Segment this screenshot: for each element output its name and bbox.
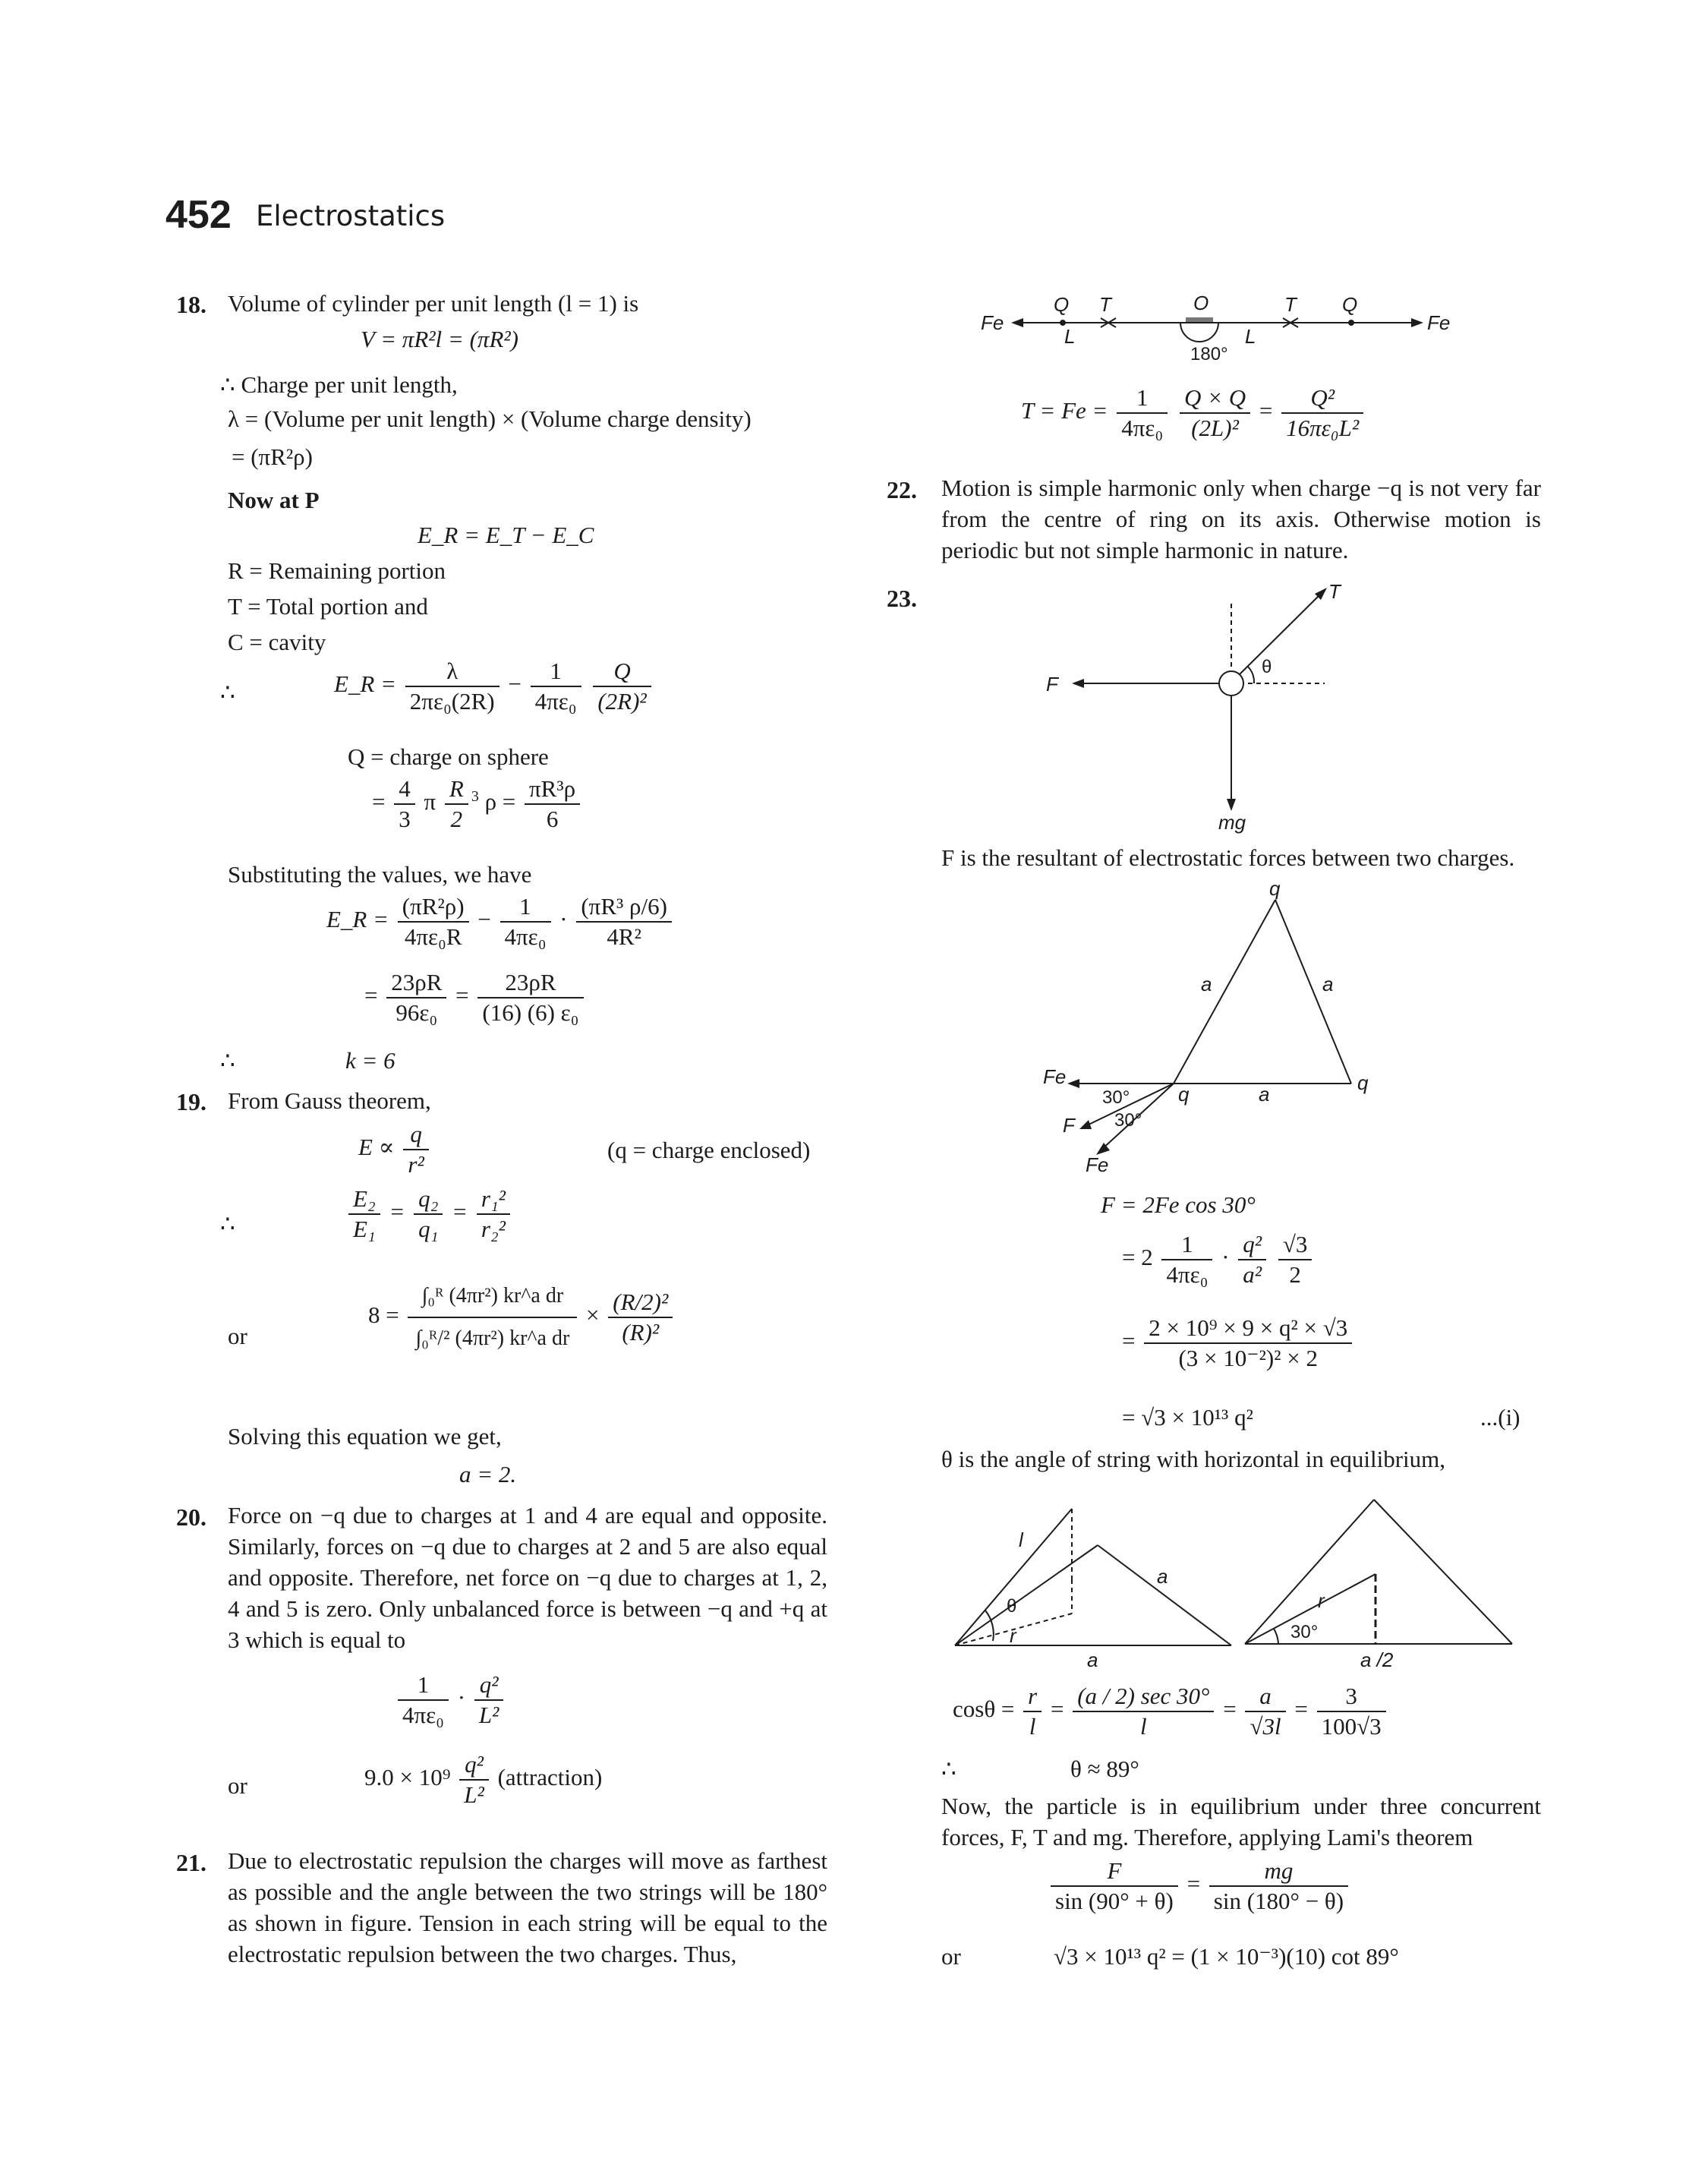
- fraction: $\frac{F}{\sin (90^\circ + \theta)}$: [1051, 1856, 1178, 1916]
- fraction: $\frac{\text{q²}}{\text{L²}}$: [459, 1750, 489, 1809]
- fraction: $\frac{√3}{2}$: [1278, 1230, 1313, 1289]
- question-number-18: 18.: [176, 291, 206, 318]
- label-r: r: [1318, 1589, 1325, 1612]
- triangle-right: [1098, 1545, 1231, 1645]
- q23-final-eq: √3 × 10¹³ q² = (1 × 10⁻³)(10) cot 89°: [1054, 1943, 1399, 1970]
- q19-ratio: $\frac{\text{E₂}}{\text{E₁}}$ = $\frac{\text{q₂}}{\text{q₁}}$ = $\frac{\text{r₁²}}{\text{r₂²}}$: [345, 1185, 513, 1244]
- q23-f-eq2: = 2 $\frac{1}{\text{4πε₀}}$ · $\frac{\text{q²}}{\text{a²}}$ $\frac{√3}{2}$: [1122, 1230, 1315, 1289]
- fraction: $\frac{1}{\text{4πε₀}}$: [500, 892, 551, 951]
- label-30: 30°: [1290, 1622, 1319, 1642]
- question-number-23: 23.: [887, 585, 917, 612]
- label-q-right: Q: [1342, 293, 1358, 316]
- label-fe-bottom: Fe: [1086, 1153, 1109, 1176]
- q19-or: or: [228, 1323, 247, 1349]
- label-f: F: [1063, 1114, 1075, 1137]
- q19-solving: Solving this equation we get,: [228, 1423, 502, 1450]
- q18-er-expression: E_R = $\frac{\lambda}{\text{2πε₀(2R)}}$ − $\frac{1}{\text{4πε₀}}$ $\frac{Q}{\text{(2R)²}}$: [334, 657, 654, 716]
- q23-lami-text: Now, the particle is in equilibrium under three concurrent forces, F, T and mg. Therefore, applying Lami's theorem: [941, 1793, 1541, 1850]
- label-l-right: L: [1245, 325, 1256, 348]
- q18-k-eq: k = 6: [345, 1047, 395, 1074]
- q18-r-def: R = Remaining portion: [228, 557, 446, 584]
- q18-volume-eq: V = πR²l = (πR²): [361, 326, 518, 352]
- label-fe-right: Fe: [1427, 311, 1451, 334]
- label-a-right: a: [1322, 973, 1334, 995]
- fraction: $\frac{\text{E₂}}{\text{E₁}}$: [348, 1185, 380, 1244]
- therefore-symbol: ∴: [220, 1047, 235, 1074]
- q18-substituting: Substituting the values, we have: [228, 861, 532, 888]
- q23-cavity-triangle-figure: [1245, 1500, 1526, 1670]
- q23-triangle-figure: [1040, 877, 1389, 1176]
- label-t: T: [1328, 580, 1341, 603]
- fraction: $\frac{23\rho R}{\text{96ε₀}}$: [386, 968, 446, 1027]
- angle-arc: [1274, 1629, 1278, 1644]
- fraction: $\frac{4}{3}$: [394, 774, 415, 834]
- label-mg: mg: [1218, 811, 1246, 834]
- fraction: $\frac{3}{100√3}$: [1317, 1682, 1386, 1741]
- q18-intro: Volume of cylinder per unit length (l = 1) is: [228, 290, 639, 317]
- fraction: $\frac{1}{\text{4πε₀}}$: [1161, 1230, 1212, 1289]
- q18-q-expression: = $\frac{4}{3}$ π $\frac{R}{2}$ $^3$ ρ = $\frac{\text{πR³ρ}}{6}$: [372, 774, 583, 834]
- label-a-slant: a: [1157, 1565, 1168, 1588]
- q18-er-eq: E_R = E_T − E_C: [418, 522, 594, 548]
- q23-theta-result: θ ≈ 89°: [1070, 1756, 1139, 1782]
- q18-c-def: C = cavity: [228, 629, 326, 655]
- triangle-right-side: [1275, 900, 1351, 1084]
- label-o: O: [1193, 292, 1209, 314]
- q21-text: Due to electrostatic repulsion the charges will move as farthest as possible and the angle between the two strings will be 180° as shown in figure. Tension in each string will be equal to the electrostatic repulsion between the two charges. Thus,: [228, 1847, 827, 1967]
- triangle-left-side: [1174, 900, 1275, 1084]
- er-lhs: E_R =: [334, 670, 397, 698]
- fraction: $\frac{\text{(R/2)²}}{\text{(R)²}}$: [608, 1288, 673, 1347]
- arrow-f-resultant-icon: [1079, 1120, 1092, 1129]
- q19-integral-eq: 8 = $\frac{\text{∫₀ᴿ (4πr²) kr\textasciicircum{}a dr}}{\text{∫₀ᴿ/² (4πr²) kr\textasciicircum{}a dr}}$ × $\frac{\text{(R/2)²}}{\text{(R)²}}$: [368, 1276, 676, 1359]
- question-number-21: 21.: [176, 1849, 206, 1876]
- tension-line: [1240, 592, 1322, 674]
- fraction: $\frac{\text{q²}}{\text{L²}}$: [474, 1670, 504, 1730]
- q18-lambda-eq: λ = (Volume per unit length) × (Volume charge density): [228, 405, 752, 432]
- label-a-left: a: [1201, 973, 1212, 995]
- fraction: $\frac{(a / 2) \sec 30^\circ}{l}$: [1073, 1682, 1214, 1741]
- therefore-symbol: ∴: [941, 1756, 956, 1782]
- fraction: $\frac{\text{r₁²}}{\text{r₂²}}$: [477, 1185, 510, 1244]
- label-180: 180°: [1190, 344, 1228, 364]
- fraction: $\frac{\text{q₂}}{\text{q₁}}$: [414, 1185, 443, 1244]
- q20-or: or: [228, 1772, 247, 1799]
- fraction: $\frac{\text{(πR²ρ)}}{\text{4πε₀R}}$: [398, 892, 469, 951]
- fraction: $\frac{r}{l}$: [1023, 1682, 1042, 1741]
- q20-value-eq: 9.0 × 10⁹ $\frac{\text{q²}}{\text{L²}}$ (attraction): [364, 1751, 603, 1808]
- q23-or: or: [941, 1943, 961, 1970]
- label-theta: θ: [1007, 1596, 1017, 1617]
- angle-arc: [1180, 323, 1218, 342]
- q23-lami-eq: $\frac{F}{\sin (90^\circ + \theta)}$ = $\frac{mg}{\sin (180^\circ - \theta)}$: [1048, 1856, 1351, 1916]
- question-number-19: 19.: [176, 1088, 206, 1115]
- theta-arc: [1248, 667, 1254, 683]
- fraction: $\frac{mg}{\sin (180^\circ - \theta)}$: [1209, 1856, 1348, 1916]
- q23-f-eq3: = $\frac{\text{2 × 10⁹ × 9 × q² × √3}}{\text{(3 × 10⁻²)² × 2}}$: [1122, 1314, 1355, 1373]
- q23-eq-ref: ...(i): [1480, 1404, 1520, 1431]
- q19-proportion: E ∝ $\frac{q}{\text{r²}}$: [358, 1120, 432, 1179]
- triangle-left: [955, 1545, 1098, 1645]
- arrow-f-icon: [1072, 679, 1084, 688]
- q18-q-def: Q = charge on sphere: [348, 743, 549, 770]
- fraction: $\frac{\text{πR³ρ}}{6}$: [525, 774, 580, 834]
- triangle-right: [1374, 1500, 1512, 1644]
- pivot-hatch: [1186, 317, 1213, 323]
- label-r: r: [1010, 1624, 1016, 1647]
- label-30-lower: 30°: [1114, 1110, 1142, 1131]
- fraction: $\frac{1}{\text{4πε₀}}$: [1117, 383, 1168, 443]
- fraction: $\frac{q}{\text{r²}}$: [403, 1120, 428, 1179]
- label-q-top: q: [1269, 877, 1281, 900]
- q22-text: Motion is simple harmonic only when charge −q is not very far from the centre of ring on its axis. Otherwise motion is periodic but not simple harmonic in nature.: [941, 475, 1541, 563]
- q23-f-eq: F = 2Fe cos 30°: [1101, 1191, 1256, 1218]
- arrow-right-icon: [1411, 318, 1423, 327]
- fraction: $\frac{\text{2 × 10⁹ × 9 × q² × √3}}{\text{(3 × 10⁻²)² × 2}}$: [1144, 1314, 1352, 1373]
- label-fe-left: Fe: [981, 311, 1004, 334]
- q19-intro: From Gauss theorem,: [228, 1087, 431, 1114]
- q23-cos-eq: cosθ = $\frac{r}{l}$ = $\frac{(a / 2) \sec 30^\circ}{l}$ = $\frac{a}{√3l}$ = $\frac{3}{100√3}$: [953, 1682, 1389, 1741]
- q18-lambda-val: = (πR²ρ): [232, 443, 313, 470]
- q21-tension-eq: T = Fe = $\frac{1}{\text{4πε₀}}$ $\frac{Q \times Q}{\text{(2L)²}}$ = $\frac{\text{Q²}}{\text{16πε₀L²}}$: [1021, 383, 1366, 443]
- fraction: $\frac{R}{2}$: [445, 774, 468, 834]
- arrow-fe-icon: [1067, 1079, 1079, 1088]
- q18-t-def: T = Total portion and: [228, 593, 428, 620]
- fraction: $\frac{1}{\text{4πε₀}}$: [531, 657, 581, 716]
- fraction: $\frac{\text{Q²}}{\text{16πε₀L²}}$: [1281, 383, 1363, 443]
- fraction: $\frac{\lambda}{\text{2πε₀(2R)}}$: [405, 657, 499, 716]
- label-f: F: [1046, 673, 1058, 696]
- label-a-bottom: a: [1259, 1083, 1270, 1106]
- q18-charge-line: ∴ Charge per unit length,: [220, 371, 458, 398]
- fraction: $\frac{\text{(πR³ ρ/6)}}{\text{4R²}}$: [576, 892, 672, 951]
- label-q-left: Q: [1054, 293, 1070, 316]
- q18-result-expression: = $\frac{23\rho R}{\text{96ε₀}}$ = $\frac{23\rho R}{\text{(16) (6) ε₀}}$: [364, 968, 587, 1027]
- charge-ball: [1219, 671, 1243, 696]
- q18-now-at-p: Now at P: [228, 487, 320, 513]
- fraction: $\frac{Q}{\text{(2R)²}}$: [593, 657, 651, 716]
- fraction: $\frac{\text{q²}}{\text{a²}}$: [1238, 1230, 1266, 1289]
- fraction: $\frac{\text{∫₀ᴿ (4πr²) kr\textasciicircum{}a dr}}{\text{∫₀ᴿ/² (4πr²) kr\textasciicircum{}a dr}}$: [408, 1276, 577, 1359]
- charge-right: [1348, 320, 1354, 326]
- chapter-title: Electrostatics: [256, 200, 446, 232]
- q23-f-eq4: = √3 × 10¹³ q²: [1122, 1404, 1253, 1431]
- label-30-upper: 30°: [1102, 1087, 1130, 1108]
- therefore-symbol: ∴: [220, 679, 235, 705]
- q20-text: Force on −q due to charges at 1 and 4 are equal and opposite. Similarly, forces on −q due to charges at 2 and 5 are also equal and opposite. Therefore, net force on −q due to charges at 1, 2, 4 and 5 is zero. Only unbalanced force is between −q and +q at 3 which is equal to: [228, 1502, 827, 1653]
- q19-result: a = 2.: [459, 1461, 517, 1487]
- arrow-mg-icon: [1227, 799, 1236, 811]
- label-l: l: [1019, 1528, 1023, 1551]
- question-number-20: 20.: [176, 1503, 206, 1531]
- q23-f-text: F is the resultant of electrostatic forces between two charges.: [941, 844, 1515, 871]
- fraction: $\frac{23\rho R}{\text{(16) (6) ε₀}}$: [477, 968, 583, 1027]
- fraction: $\frac{a}{√3l}$: [1245, 1682, 1285, 1741]
- label-fe-top: Fe: [1043, 1065, 1067, 1088]
- question-number-22: 22.: [887, 476, 917, 503]
- q23-string-triangle-figure: [949, 1500, 1237, 1670]
- label-t-left: T: [1099, 293, 1111, 316]
- label-a-half: a /2: [1360, 1648, 1394, 1671]
- label-t-right: T: [1284, 293, 1297, 316]
- q23-force-figure: [1046, 580, 1351, 835]
- therefore-symbol: ∴: [220, 1210, 235, 1237]
- label-q-mid: q: [1178, 1083, 1190, 1106]
- page-number: 452: [165, 193, 232, 237]
- fraction: $\frac{Q \times Q}{\text{(2L)²}}$: [1180, 383, 1250, 443]
- fraction: $\frac{1}{\text{4πε₀}}$: [398, 1670, 449, 1730]
- label-q-right: q: [1357, 1071, 1369, 1094]
- q19-prop-note: (q = charge enclosed): [607, 1137, 811, 1163]
- label-a-bottom: a: [1087, 1648, 1098, 1671]
- label-l-left: L: [1064, 325, 1076, 348]
- q18-sub-expression: E_R = $\frac{\text{(πR²ρ)}}{\text{4πε₀R}}$ − $\frac{1}{\text{4πε₀}}$ · $\frac{\text{(πR³ ρ/6)}}{\text{4R²}}$: [326, 892, 675, 951]
- q21-string-figure: [979, 289, 1450, 372]
- q20-force-eq: $\frac{1}{\text{4πε₀}}$ · $\frac{\text{q²}}{\text{L²}}$: [395, 1670, 506, 1730]
- q23-theta-text: θ is the angle of string with horizontal in equilibrium,: [941, 1446, 1446, 1472]
- label-theta: θ: [1262, 657, 1272, 677]
- arrow-left-icon: [1011, 318, 1023, 327]
